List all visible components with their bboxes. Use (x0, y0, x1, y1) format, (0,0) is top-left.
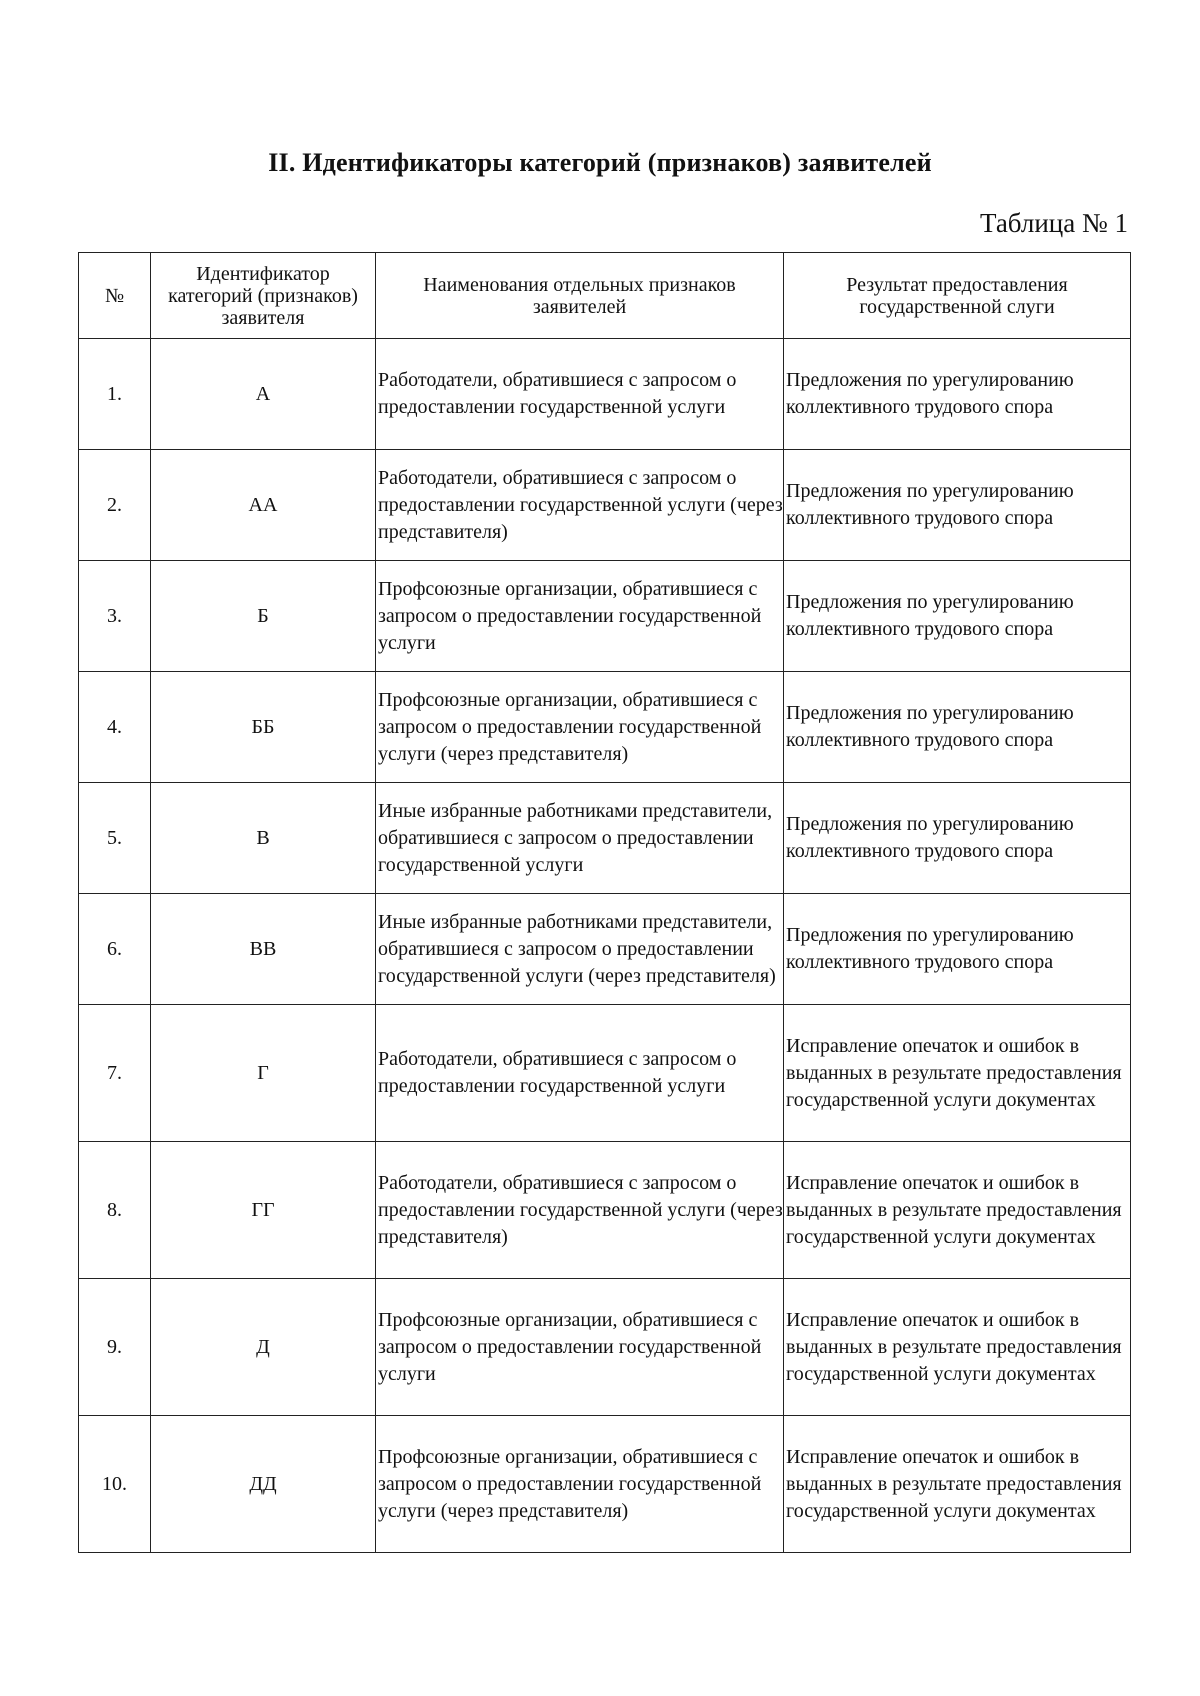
row-identifier: Г (151, 1005, 376, 1142)
row-result: Исправление опечаток и ошибок в выданных в результате предоставления государственной услуги документах (784, 1416, 1131, 1553)
table-header-row (79, 253, 1131, 339)
row-name: Иные избранные работниками представители, обратившиеся с запросом о предоставлении государственной услуги (через представителя) (376, 894, 784, 1005)
table-row (79, 450, 1131, 561)
table-caption: Таблица № 1 (980, 208, 1128, 238)
row-identifier: ГГ (151, 1142, 376, 1279)
row-name: Работодатели, обратившиеся с запросом о предоставлении государственной услуги (376, 1005, 784, 1142)
row-name: Работодатели, обратившиеся с запросом о предоставлении государственной услуги (через представителя) (376, 450, 784, 561)
header-num: № (79, 253, 151, 339)
row-result: Исправление опечаток и ошибок в выданных в результате предоставления государственной услуги документах (784, 1279, 1131, 1416)
header-id: Идентификатор категорий (признаков) заявителя (151, 253, 376, 339)
table-row (79, 672, 1131, 783)
row-number: 2. (79, 450, 151, 561)
row-result: Предложения по урегулированию коллективного трудового спора (784, 561, 1131, 672)
row-identifier: ВВ (151, 894, 376, 1005)
row-result: Предложения по урегулированию коллективного трудового спора (784, 783, 1131, 894)
row-result: Исправление опечаток и ошибок в выданных в результате предоставления государственной услуги документах (784, 1142, 1131, 1279)
row-name: Профсоюзные организации, обратившиеся с запросом о предоставлении государственной услуги (через представителя) (376, 672, 784, 783)
row-result: Предложения по урегулированию коллективного трудового спора (784, 450, 1131, 561)
row-number: 7. (79, 1005, 151, 1142)
row-number: 1. (79, 339, 151, 450)
row-number: 4. (79, 672, 151, 783)
table-row (79, 339, 1131, 450)
row-identifier: Д (151, 1279, 376, 1416)
row-result: Предложения по урегулированию коллективного трудового спора (784, 672, 1131, 783)
table-row (79, 1142, 1131, 1279)
row-name: Профсоюзные организации, обратившиеся с запросом о предоставлении государственной услуги (через представителя) (376, 1416, 784, 1553)
row-number: 3. (79, 561, 151, 672)
table-row (79, 783, 1131, 894)
table-row (79, 1005, 1131, 1142)
section-title: II. Идентификаторы категорий (признаков) заявителей (268, 148, 932, 177)
row-identifier: В (151, 783, 376, 894)
header-result: Результат предоставления государственной слуги (784, 253, 1131, 339)
row-result: Исправление опечаток и ошибок в выданных в результате предоставления государственной услуги документах (784, 1005, 1131, 1142)
row-identifier: АА (151, 450, 376, 561)
row-identifier: А (151, 339, 376, 450)
row-result: Предложения по урегулированию коллективного трудового спора (784, 894, 1131, 1005)
table-row (79, 1416, 1131, 1553)
table-row (79, 561, 1131, 672)
table-row (79, 894, 1131, 1005)
header-name: Наименования отдельных признаков заявителей (376, 253, 784, 339)
row-identifier: ДД (151, 1416, 376, 1553)
row-name: Работодатели, обратившиеся с запросом о предоставлении государственной услуги (через представителя) (376, 1142, 784, 1279)
row-number: 9. (79, 1279, 151, 1416)
row-name: Профсоюзные организации, обратившиеся с запросом о предоставлении государственной услуги (376, 1279, 784, 1416)
row-number: 5. (79, 783, 151, 894)
row-name: Работодатели, обратившиеся с запросом о предоставлении государственной услуги (376, 339, 784, 450)
row-number: 8. (79, 1142, 151, 1279)
applicant-categories-table (78, 252, 1131, 1553)
row-identifier: ББ (151, 672, 376, 783)
row-result: Предложения по урегулированию коллективного трудового спора (784, 339, 1131, 450)
row-number: 10. (79, 1416, 151, 1553)
table-row (79, 1279, 1131, 1416)
row-name: Иные избранные работниками представители, обратившиеся с запросом о предоставлении государственной услуги (376, 783, 784, 894)
row-number: 6. (79, 894, 151, 1005)
row-name: Профсоюзные организации, обратившиеся с запросом о предоставлении государственной услуги (376, 561, 784, 672)
row-identifier: Б (151, 561, 376, 672)
